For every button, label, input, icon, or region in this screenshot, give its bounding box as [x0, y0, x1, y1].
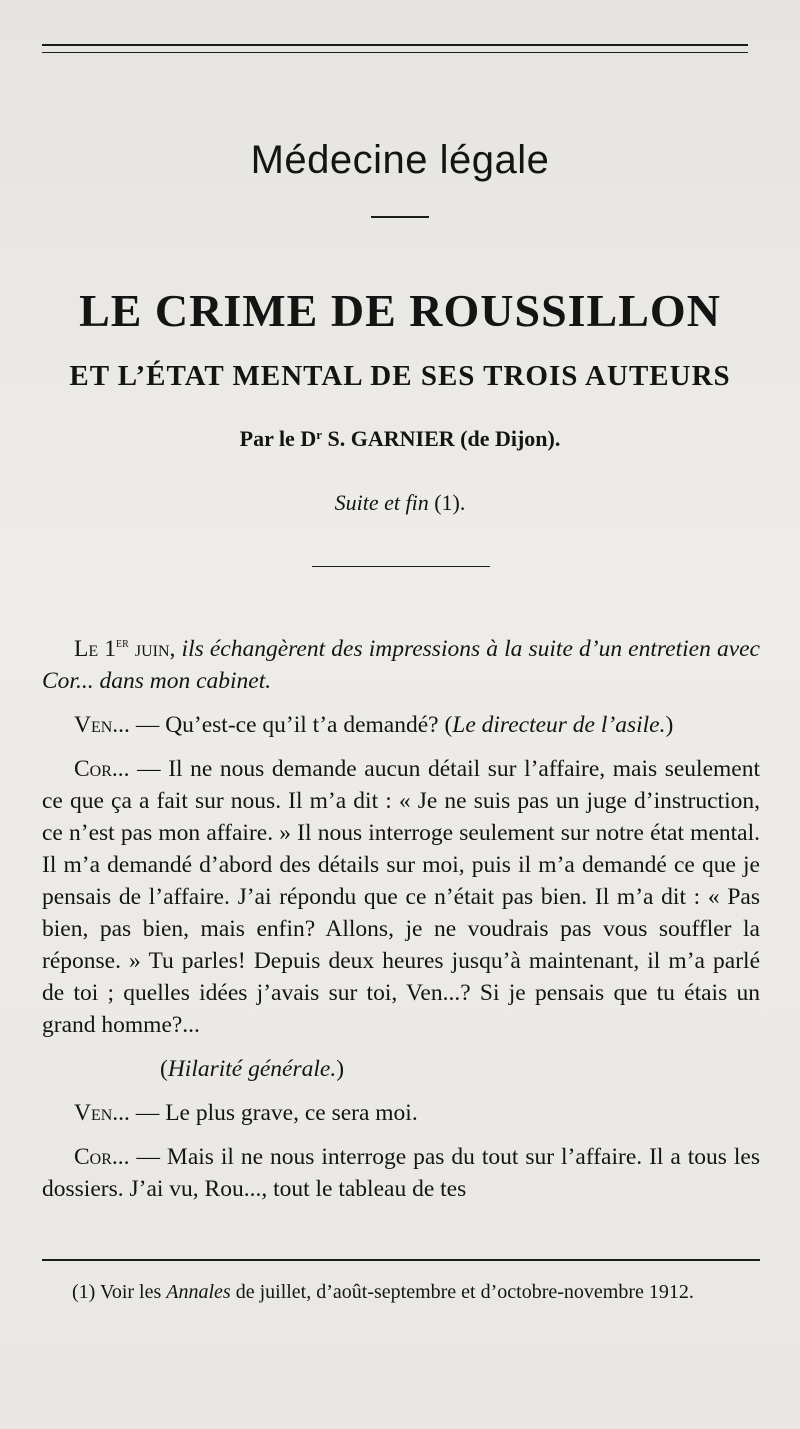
- footnote-rule: [42, 1259, 760, 1261]
- paragraph: [42, 1141, 760, 1205]
- date-month: juin,: [128, 636, 176, 662]
- stage-direction: [42, 1053, 760, 1085]
- paragraph-close: ): [665, 712, 674, 738]
- paragraph-text: ils échangèrent des impressions à la suite d’un entretien avec Cor... dans mon cabinet.: [42, 636, 760, 694]
- paragraph-italic: Hilarité générale.: [167, 1056, 337, 1082]
- header-double-rule: [42, 44, 748, 56]
- paragraph: [42, 1097, 760, 1129]
- date-sup: er: [116, 636, 129, 651]
- title-separator: [371, 216, 429, 218]
- byline-prefix: Par le D: [239, 426, 317, 451]
- suite-italic: Suite et fin: [334, 490, 429, 515]
- header-rule-line: [42, 44, 748, 46]
- byline: [0, 426, 800, 452]
- footnote-text: de juillet, d’août-septembre et d’octobre-novembre 1912.: [230, 1281, 694, 1303]
- article-title: LE CRIME DE ROUSSILLON: [79, 285, 721, 336]
- suite-note: [0, 490, 800, 516]
- paragraph-text: — Mais il ne nous interroge pas du tout sur l’affaire. Il a tous les dossiers. J’ai vu, Rou..., tout le tableau de tes: [42, 1144, 760, 1202]
- paragraph: [42, 709, 760, 741]
- footnote-italic: Annales: [166, 1281, 231, 1303]
- speaker: Ven...: [74, 712, 130, 738]
- header-rule-line: [42, 52, 748, 53]
- date-label: Le 1: [74, 636, 116, 662]
- paragraph-close: ): [336, 1056, 345, 1082]
- byline-sup: r: [316, 427, 322, 442]
- paragraph-text: — Qu’est-ce qu’il t’a demandé? (: [129, 712, 453, 738]
- suite-footnote-ref: (1).: [428, 490, 466, 515]
- byline-author: S. GARNIER (de Dijon).: [322, 426, 561, 451]
- section-rule: [312, 566, 490, 567]
- article-body: [42, 628, 760, 1217]
- footnote-prefix: (1) Voir les: [72, 1281, 167, 1303]
- speaker: Ven...: [74, 1100, 130, 1126]
- paragraph-text: — Le plus grave, ce sera moi.: [129, 1100, 418, 1126]
- paragraph: [42, 753, 760, 1041]
- footnote: [42, 1280, 764, 1304]
- paragraph-text: — Il ne nous demande aucun détail sur l’affaire, mais seulement ce que ça a fait sur nous. Il m’a dit : « Je ne suis pas un juge d’instruction, ce n’est pas mon affaire. » Il nous interroge seulement sur notre état mental. Il m’a demandé d’abord des détails sur moi, puis il m’a demandé ce que je pensais de l’affaire. J’ai répondu que ce n’était pas bien. Il m’a dit : « Pas bien, pas bien, mais enfin? Allons, je ne voudrais pas vous souffler la réponse. » Tu parles! Depuis deux heures jusqu’à maintenant, il m’a parlé de toi ; quelles idées j’avais sur toi, Ven...? Si je pensais que tu étais un grand homme?...: [42, 756, 760, 1038]
- section-title: Médecine légale: [250, 138, 550, 182]
- paragraph: [42, 628, 760, 697]
- speaker: Cor...: [74, 756, 130, 782]
- paragraph-open: (: [160, 1056, 168, 1082]
- speaker: Cor...: [74, 1144, 130, 1170]
- article-subtitle: ET L’ÉTAT MENTAL DE SES TROIS AUTEURS: [69, 360, 731, 392]
- paragraph-italic: Le directeur de l’asile.: [452, 712, 666, 738]
